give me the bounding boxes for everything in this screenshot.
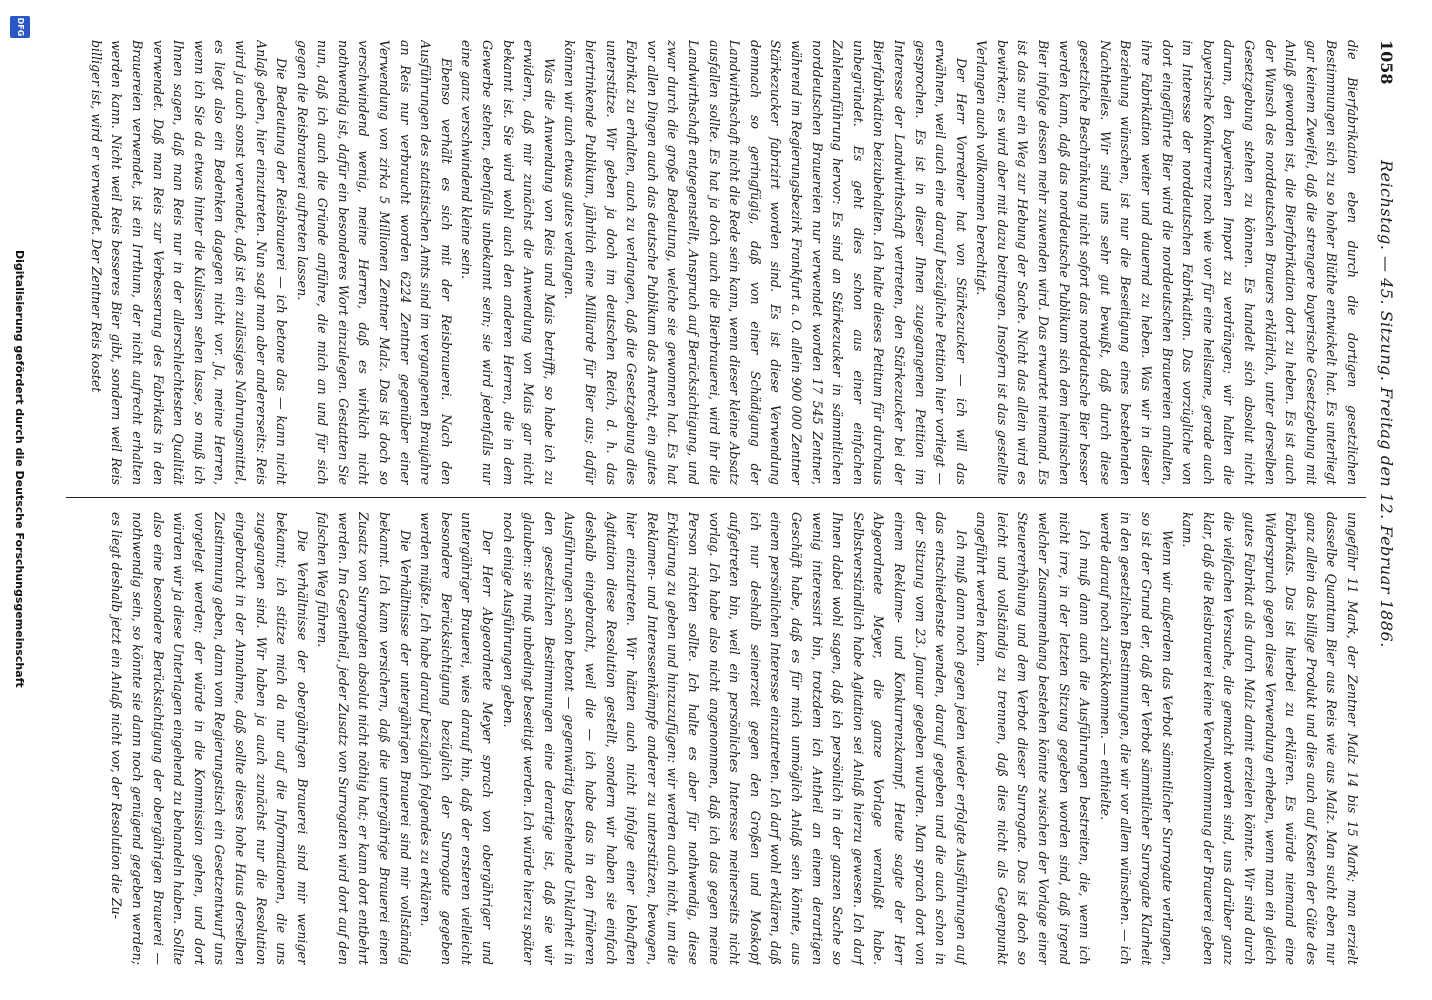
dfg-logo: DFG [10, 16, 30, 38]
paragraph: Was die Anwendung von Reis und Mais betrifft, so habe ich zu erwidern, daß mir zunächst die Anwendung von Mais gar nicht bekannt ist. Sie wird wohl auch den anderen Herren, die in dem Gewerbe stehen, ebenfalls unbekannt sein; sie wird jedenfalls nur eine ganz verschwindend kleine sein. [459, 40, 557, 485]
paragraph: Der Herr Abgeordnete Meyer sprach von obergähriger und untergähriger Brauerei, wies darauf hin, daß der ersteren vielleicht besondere Berücksichtigung bezüglich der Surrogate gegeben werden müßte. Ich habe darauf bezüglich folgendes zu erklären. [418, 512, 496, 965]
paragraph: Die Bedeutung der Reisbrauerei — ich betone das — kann nicht Anlaß geben, hier einzutreten. Nun sagt man aber andererseits: Reis wird ja auch sonst verwendet, daß ist ein zulässiges Nahrungsmittel, es liegt also ein Bedenken dagegen nicht vor. Ja, meine Herren, wenn ich Sie da etwas hinter die Kulissen sehen lasse, so muß ich Ihnen sagen, daß man Reis nur in der allerschlechtesten Qualität verwendet. Daß man Reis zur Verbesserung des Fabrikats in den Brauereien verwendet, ist ein Irrthum, der nicht aufrecht erhalten werden kann. Nicht weil Reis besseres Bier gibt, sondern weil Reis billiger ist, wird er verwendet. Der Zentner Reis kostet [88, 40, 290, 485]
digitization-credit [4, 0, 34, 1000]
credit-text: Digitalisierung gefördert durch die Deutsche Forschungsgemeinschaft [13, 250, 26, 688]
left-column [32, 40, 1362, 485]
paragraph: Wenn wir außerdem das Verbot sämmtlicher Surrogate verlangen, so ist der Grund der, daß der Verbot sämmtlicher Surrogate Klarheit in den gesetzlichen Bestimmungen, die wir vor allem wünschen. — ich werde darauf noch zurückkommen. — enthielte. [1097, 512, 1175, 965]
paragraph: Ich muß dann auch die Ausführungen bestreiten, die, wenn ich nicht irre, in der letzten Sitzung gegeben worden sind, daß irgend welcher Zusammenhang bestehen könnte zwischen der Vorlage einer Steuererhöhung und dem Verbot dieser Surrogate. Das ist doch so leicht und vollständig zu trennen, daß dies nicht als Gegenpunkt angeführt werden kann. [974, 512, 1093, 965]
paragraph: ungefähr 11 Mark, der Zentner Malz 14 bis 15 Mark; man erzielt dasselbe Quantum Bier aus Reis wie aus Malz. Man sucht eben nur ganz allein das billige Produkt und dies auch auf Kosten der Güte des Fabrikats. Das ist hierbei zu erklären. Es würde niemand eine Widerspruch gegen diese Verwendung erheben, wenn man ein gleich gutes Fabrikat als durch Malz damit erzielen könnte. Wir sind durch die vielfachen Versuche, die gemacht worden sind, uns darüber ganz klar, daß die Reisbrauerei keine Vervollkommnung der Brauerei geben kann. [1180, 512, 1360, 965]
column-divider [66, 497, 1366, 498]
running-title: Reichstag. — 45. Sitzung. Freitag den 12. Februar 1886. [1377, 160, 1396, 648]
page-number: 1058 [1377, 40, 1396, 85]
paragraph: Die Verhältnisse der obergährigen Brauerei sind mir weniger bekannt; ich stütze mich da nur auf die Informationen, die uns zugegangen sind. Wir haben ja auch zunächst nur die Resolution eingebracht in der Annahme, daß sollte dieses hohe Haus derselben Zustimmung geben, dann vom Regierungstisch ein Gesetzentwurf uns vorgelegt werden; der würde in die Kommission gehen, und dort würden wir ja diese Unterlagen eingehend zu behandeln haben. Sollte also eine besondere Berücksichtigung der obergährigen Brauerei — nothwendig sein, so könnte sie dann noch genügend gegeben werden; es liegt deshalb jetzt ein Anlaß nicht vor, der Resolution die Zu- [109, 512, 310, 965]
right-column [32, 512, 1362, 965]
paragraph: die Bierfabrikation eben durch die dortigen gesetzlichen Bestimmungen sich zu so hoher Blüthe entwickelt hat. Es unterliegt gar keinem Zweifel, daß die strengere bayerische Gesetzgebung mit Anlaß geworden ist, die Bierfabrikation dort zu heben. Es ist auch der Wunsch des norddeutschen Brauers erklärlich, unter derselben Gesetzgebung stehen zu können. Es handelt sich absolut nicht darum, den bayerischen Import zu verdrängen; wir halten die bayerische Konkurrenz noch wie vor für eine heilsame, gerade auch im Interesse der norddeutschen Fabrikation. Das vorzügliche von dort eingeführte Bier wird die norddeutschen Brauereien anhalten, ihre Fabrikation weiter und dauernd zu heben. Was wir in dieser Beziehung wünschen, ist nur die Beseitigung eines bestehenden Nachtheiles. Wir sind uns sehr gut bewußt, daß durch diese gesetzliche Beschränkung nicht sofort das norddeutsche Bier besser werden kann, daß das norddeutsche Publikum sich dem heimischen Bier infolge dessen mehr zuwenden wird. Das erwartet niemand. Es ist das nur ein Weg zur Hebung der Sache. Nicht das allein wird es bewirken; es wird aber mit dazu beitragen. Insofern ist das gestellte Verlangen auch vollkommen berechtigt. [974, 40, 1360, 485]
paragraph: Die Verhältnisse der untergährigen Brauerei sind mir vollständig bekannt. Ich kann versichern, daß die untergährige Brauerei einen Zusatz von Surrogaten absolut nicht nöthig hat; er kann dort entbehrt werden. Im Gegentheil, jeder Zusatz von Surrogaten wird dort auf den falschen Weg führen. [315, 512, 413, 965]
page-header [1372, 40, 1398, 965]
paragraph: Ich muß dann noch gegen jeden wieder erfolgte Ausführungen auf das entschiedenste wenden, darauf gegeben und die auch schon in der Sitzung vom 23. Januar gegeben wurden. Man sprach dort von einem Reklame- und Konkurrenzkampf. Heute sagte der Herr Abgeordnete Meyer, die ganze Vorlage veranlaßt habe. Selbstverständlich habe Agitation sei Anlaß hierzu gewesen. Ich darf Ihnen dabei wohl sagen, daß ich persönlich in der ganzen Sache so wenig interessirt bin, trotzdem ich Antheil an einem derartigen Geschäft habe, daß es für mich unmöglich Anlaß sein könnte, aus einem persönlichen Interesse einzutreten. Ich darf wohl erklären, daß ich nur deshalb seinerzeit gegen den Großen und Moskopf aufgetreten bin, weil ein persönliches Interesse meinerseits nicht vorlag. Ich habe also nicht angenommen, daß ich das gegen meine Person richten sollte. Ich halte es aber für nothwendig, diese Erklärung zu geben und hinzuzufügen: wir werden auch nicht, um die Reklamen- und Interessenkämpfe anderer zu unterstützen, bewogen, hier einzutreten. Wir hätten auch nicht infolge einer lebhaften Agitation diese Resolution gestellt, sondern wir haben sie einfach deshalb eingebracht, weil die — ich habe das in den früheren Ausführungen schon betont — gegenwärtig bestehende Unklarheit in den gesetzlichen Bestimmungen eine derartige ist, daß sie wir glauben: sie muß unbedingt beseitigt werden. Ich würde hierzu später noch einige Ausführungen geben. [500, 512, 969, 965]
paragraph: Der Herr Vorredner hat von Stärkezucker — ich will das erwähnen, weil auch eine darauf bezügliche Petition hier vorliegt — gesprochen. Es ist in dieser Ihnen zugegangenen Petition im Interesse der Landwirthschaft vertreten, den Stärkezucker bei der Bierfabrikation beizubehalten. Ich halte dieses Petitum für durchaus unbegründet. Es geht dies schon aus einer einfachen Zahlenanführung hervor: Es sind an Stärkezucker in sämmtlichen norddeutschen Brauereien nur verwendet worden 17 545 Zentner, während im Regierungsbezirk Frankfurt a. O. allein 900 000 Zentner Stärkezucker fabrizirt worden sind. Es ist diese Verwendung demnach so geringfügig, daß von einer Schädigung der Landwirthschaft nicht die Rede sein kann, wenn dieser kleine Absatz ausfallen sollte. Es hat ja doch auch die Bierbrauerei, wird ihr die Landwirthschaft entgegenstellt, Anspruch auf Berücksichtigung, und zwar durch die große Bedeutung, welche sie gewonnen hat. Es hat vor allen Dingen auch das deutsche Publikum das Anrecht, ein gutes Fabrikat zu erhalten, auch zu verlangen, daß die Gesetzgebung dies unterstütze. Wir geben ja doch im deutschen Reich, d. h. das biertrinkende Publikum, jährlich eine Milliarde für Bier aus; dafür können wir auch etwas gutes verlangen. [562, 40, 969, 485]
paragraph: Ebenso verhält es sich mit der Reisbrauerei. Nach den Ausführungen des statistischen Amts sind im vergangenen Braujahre an Reis nur verbraucht worden 6224 Zentner gegenüber einer Verwendung von zirka 5 Millionen Zentner Malz. Das ist doch so verschwindend wenig, meine Herren, daß es wirklich nicht nothwendig ist, dafür ein besonderes Wort einzulegen. Gestatten Sie nun, daß ich auch die Gründe anführe, die mich an und für sich gegen die Reisbrauerei auftreten lassen. [294, 40, 454, 485]
